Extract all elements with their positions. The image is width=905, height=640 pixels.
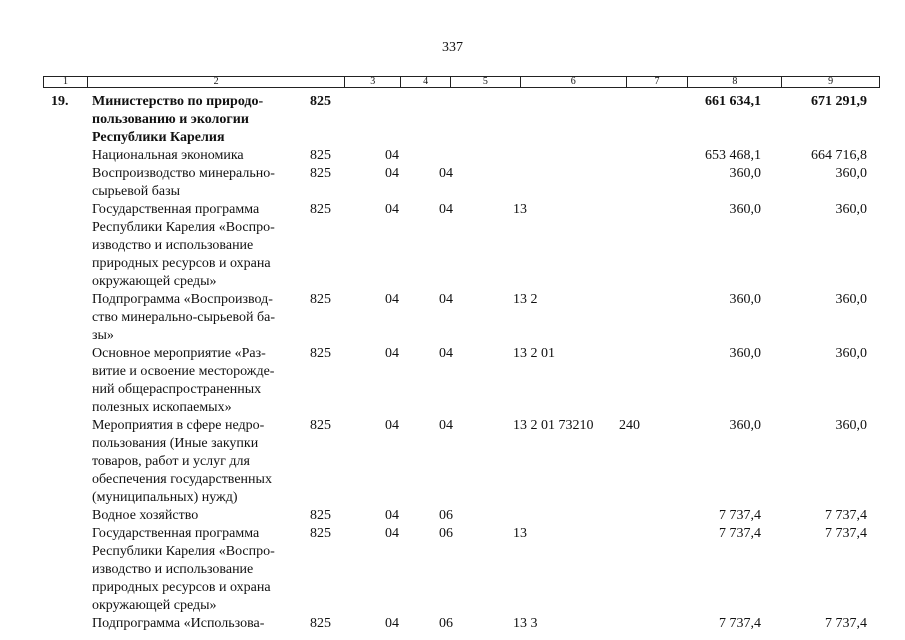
ministry-code: 825	[310, 526, 331, 541]
section-code: 04	[385, 616, 399, 631]
amount-col-9: 360,0	[835, 292, 867, 307]
subsection-code: 04	[439, 418, 453, 433]
amount-col-8: 661 634,1	[705, 94, 761, 109]
amount-col-8: 360,0	[729, 418, 761, 433]
item-name: Государственная программа Республики Карелия «Воспро-изводство и использование природных ресурсов и охрана окружающей среды»	[92, 202, 275, 289]
table-row	[51, 147, 867, 165]
item-name: Государственная программа Республики Карелия «Воспро-изводство и использование природных ресурсов и охрана окружающей среды»	[92, 526, 275, 613]
table-row	[51, 93, 867, 147]
ministry-code: 825	[310, 292, 331, 307]
table-row	[51, 165, 867, 201]
subsection-code: 04	[439, 202, 453, 217]
header-col-9: 9	[828, 76, 834, 87]
target-article-code: 13	[513, 526, 527, 541]
amount-col-8: 360,0	[729, 166, 761, 181]
section-code: 04	[385, 346, 399, 361]
item-name: Воспроизводство минерально-сырьевой базы	[92, 166, 275, 199]
header-col-4: 4	[401, 77, 451, 87]
amount-col-9: 664 716,8	[811, 148, 867, 163]
ministry-code: 825	[310, 202, 331, 217]
item-name: Подпрограмма «Воспроизвод-ство минерально-сырьевой ба-зы»	[92, 292, 275, 343]
subsection-code: 06	[439, 616, 453, 631]
ministry-code: 825	[310, 94, 331, 109]
item-name: Министерство по природо-пользованию и экологии Республики Карелия	[92, 94, 264, 145]
header-col-5: 5	[451, 77, 521, 87]
section-code: 04	[385, 148, 399, 163]
target-article-code: 13 2 01	[513, 346, 555, 361]
ministry-code: 825	[310, 166, 331, 181]
amount-col-9: 360,0	[835, 346, 867, 361]
amount-col-8: 7 737,4	[719, 526, 761, 541]
item-name: Водное хозяйство	[92, 508, 199, 523]
page-number: 337	[442, 40, 463, 55]
amount-col-9: 360,0	[835, 418, 867, 433]
expense-type-code: 240	[619, 418, 640, 433]
subsection-code: 04	[439, 346, 453, 361]
ministry-code: 825	[310, 346, 331, 361]
subsection-code: 04	[439, 166, 453, 181]
header-col-3: 3	[345, 77, 401, 87]
column-number-header	[43, 76, 880, 88]
amount-col-8: 653 468,1	[705, 148, 761, 163]
section-code: 04	[385, 508, 399, 523]
amount-col-9: 360,0	[835, 202, 867, 217]
target-article-code: 13 3	[513, 616, 538, 631]
header-col-8: 8	[688, 77, 782, 87]
item-name: Подпрограмма «Использова-	[92, 616, 265, 631]
header-col-1: 1	[44, 77, 88, 87]
amount-col-8: 7 737,4	[719, 508, 761, 523]
target-article-code: 13 2	[513, 292, 538, 307]
item-name: Основное мероприятие «Раз-витие и освоение месторожде-ний общераспространенных полезных ископаемых»	[92, 346, 275, 415]
table-row	[51, 507, 867, 525]
subsection-code: 06	[439, 526, 453, 541]
row-number: 19.	[51, 94, 69, 109]
ministry-code: 825	[310, 616, 331, 631]
section-code: 04	[385, 292, 399, 307]
amount-col-9: 7 737,4	[825, 526, 867, 541]
section-code: 04	[385, 418, 399, 433]
header-col-7: 7	[627, 77, 689, 87]
table-row	[51, 345, 867, 417]
section-code: 04	[385, 166, 399, 181]
ministry-code: 825	[310, 148, 331, 163]
header-col-2: 2	[88, 77, 345, 87]
table-row	[51, 525, 867, 615]
ministry-code: 825	[310, 508, 331, 523]
amount-col-9: 360,0	[835, 166, 867, 181]
amount-col-9: 7 737,4	[825, 616, 867, 631]
table-row	[51, 291, 867, 345]
section-code: 04	[385, 202, 399, 217]
subsection-code: 04	[439, 292, 453, 307]
amount-col-8: 360,0	[729, 346, 761, 361]
item-name: Мероприятия в сфере недро-пользования (Иные закупки товаров, работ и услуг для обеспечения государственных (муниципальных) нужд)	[92, 418, 272, 505]
subsection-code: 06	[439, 508, 453, 523]
amount-col-8: 7 737,4	[719, 616, 761, 631]
amount-col-9: 7 737,4	[825, 508, 867, 523]
target-article-code: 13	[513, 202, 527, 217]
target-article-code: 13 2 01 73210	[513, 418, 594, 433]
budget-table-body	[51, 93, 867, 633]
amount-col-9: 671 291,9	[811, 94, 867, 109]
table-row	[51, 201, 867, 291]
section-code: 04	[385, 526, 399, 541]
amount-col-8: 360,0	[729, 292, 761, 307]
table-row	[51, 615, 867, 633]
ministry-code: 825	[310, 418, 331, 433]
table-row	[51, 417, 867, 507]
item-name: Национальная экономика	[92, 148, 244, 163]
amount-col-8: 360,0	[729, 202, 761, 217]
header-col-6: 6	[521, 77, 627, 87]
